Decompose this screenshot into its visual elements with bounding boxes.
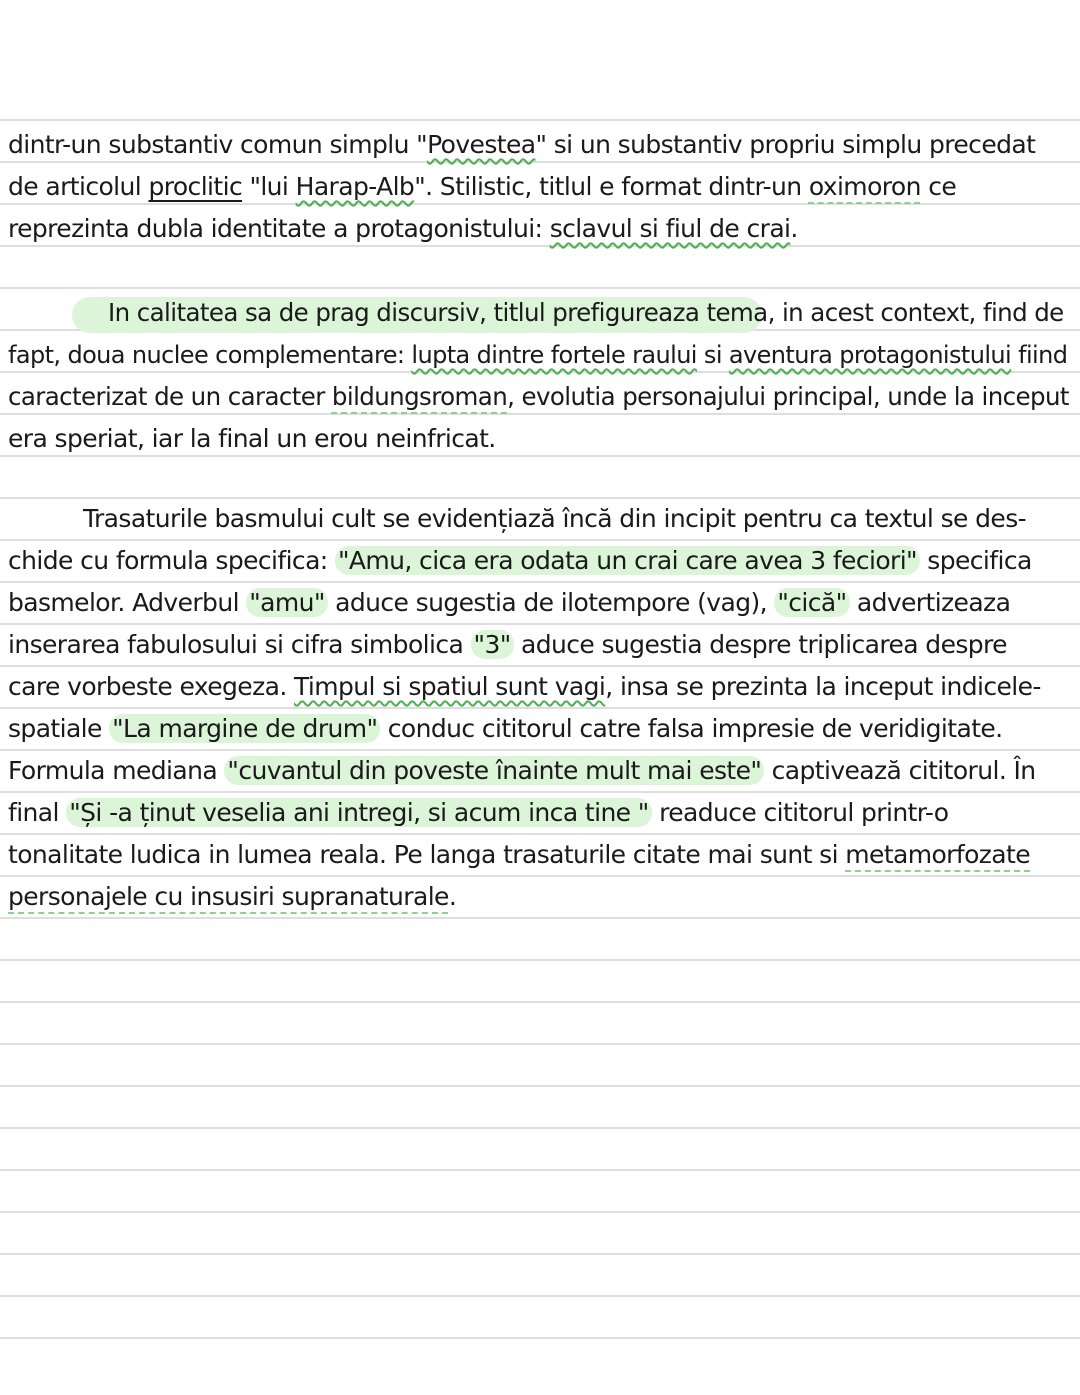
p2-line-3	[8, 380, 1069, 414]
p2-line-1	[8, 296, 1064, 330]
p1-line-1	[8, 128, 1035, 162]
p2-line-2	[8, 338, 1067, 372]
p3-line-7	[8, 754, 1036, 788]
text-segment: si	[696, 341, 729, 369]
p2-line-4	[8, 422, 496, 456]
text-segment: aduce sugestia de ilotempore (vag),	[327, 588, 775, 617]
text-segment: spatiale	[8, 714, 110, 743]
text-segment-highlight: "cică"	[774, 588, 849, 617]
text-segment-dashed: bildungsroman	[331, 382, 508, 411]
text-segment: care vorbeste exegeza.	[8, 672, 295, 701]
text-segment: inserarea fabulosului si cifra simbolica	[8, 630, 471, 659]
p3-line-5	[8, 670, 1041, 704]
text-segment: "lui	[242, 172, 296, 201]
text-segment: .	[790, 214, 798, 243]
p3-line-4	[8, 628, 1007, 662]
p1-line-3	[8, 212, 798, 246]
text-segment: advertizeaza	[849, 588, 1011, 617]
p3-line-8	[8, 796, 948, 830]
text-segment-squiggle: sclavul si fiul de crai	[549, 214, 791, 243]
text-segment: chide cu formula specifica:	[8, 546, 335, 575]
text-segment: , insa se prezinta la inceput indicele-	[605, 672, 1041, 701]
text-segment: final	[8, 798, 67, 827]
p1-line-2	[8, 170, 956, 204]
text-segment: " si un substantiv propriu simplu precedat	[535, 130, 1036, 159]
p3-line-9	[8, 838, 1030, 872]
text-segment-highlight: "cuvantul din poveste înainte mult mai este"	[224, 756, 764, 785]
text-segment-dashed: personajele cu insusiri supranaturale	[8, 882, 449, 911]
text-segment: era speriat, iar la final un erou neinfricat.	[8, 424, 496, 453]
text-segment: fapt, doua nuclee complementare:	[8, 341, 412, 369]
text-segment-highlight: "La margine de drum"	[109, 714, 380, 743]
text-segment: basmelor. Adverbul	[8, 588, 247, 617]
text-segment-dashed: metamorfozate	[845, 840, 1030, 869]
text-segment-squiggle: Povestea	[427, 130, 536, 159]
text-segment-squiggle: lupta dintre fortele raului	[411, 341, 697, 369]
text-segment-squiggle: Harap-Alb	[295, 172, 415, 201]
text-segment: aduce sugestia despre triplicarea despre	[513, 630, 1007, 659]
text-segment: ce	[920, 172, 957, 201]
text-segment-highlight: "3"	[471, 630, 514, 659]
text-segment: specifica	[919, 546, 1032, 575]
text-segment: Trasaturile basmului cult se evidențiază încă din incipit pentru ca textul se des-	[83, 504, 1027, 533]
text-segment: captivează cititorul. În	[764, 756, 1036, 785]
text-segment-squiggle: Timpul si spatiul sunt vagi	[294, 672, 606, 701]
p3-line-3	[8, 586, 1010, 620]
text-segment: Formula mediana	[8, 756, 225, 785]
text-segment: tonalitate ludica in lumea reala. Pe langa trasaturile citate mai sunt si	[8, 840, 846, 869]
text-segment-squiggle: aventura protagonistului	[728, 341, 1012, 369]
text-segment-highlight: "amu"	[246, 588, 328, 617]
text-segment: , evolutia personajului principal, unde la inceput	[507, 382, 1069, 411]
text-segment: .	[448, 882, 457, 911]
text-segment: readuce cititorul printr-o	[651, 798, 949, 827]
text-segment-dashed: oximoron	[808, 172, 921, 201]
p3-line-10	[8, 880, 456, 914]
text-segment: de articolul	[8, 172, 149, 201]
text-segment-underline: proclitic	[148, 172, 243, 201]
text-segment: conduc cititorul catre falsa impresie de veridigitate.	[380, 714, 1003, 743]
text-segment-highlight: "Și -a ținut veselia ani intregi, si acum inca tine "	[66, 798, 652, 827]
text-segment: caracterizat de un caracter	[8, 382, 332, 411]
p3-line-6	[8, 712, 1003, 746]
text-segment-highlight: "Amu, cica era odata un crai care avea 3 feciori"	[335, 546, 920, 575]
p3-line-2	[8, 544, 1032, 578]
text-segment: ". Stilistic, titlul e format dintr-un	[414, 172, 809, 201]
text-segment: reprezinta dubla identitate a protagonistului:	[8, 214, 550, 243]
p3-line-1	[8, 502, 1026, 536]
text-segment: fiind	[1011, 341, 1068, 369]
text-segment: dintr-un substantiv comun simplu "	[8, 130, 428, 159]
text-segment: In calitatea sa de prag discursiv, titlul prefigureaza tema, in acest context, find de	[108, 298, 1064, 327]
